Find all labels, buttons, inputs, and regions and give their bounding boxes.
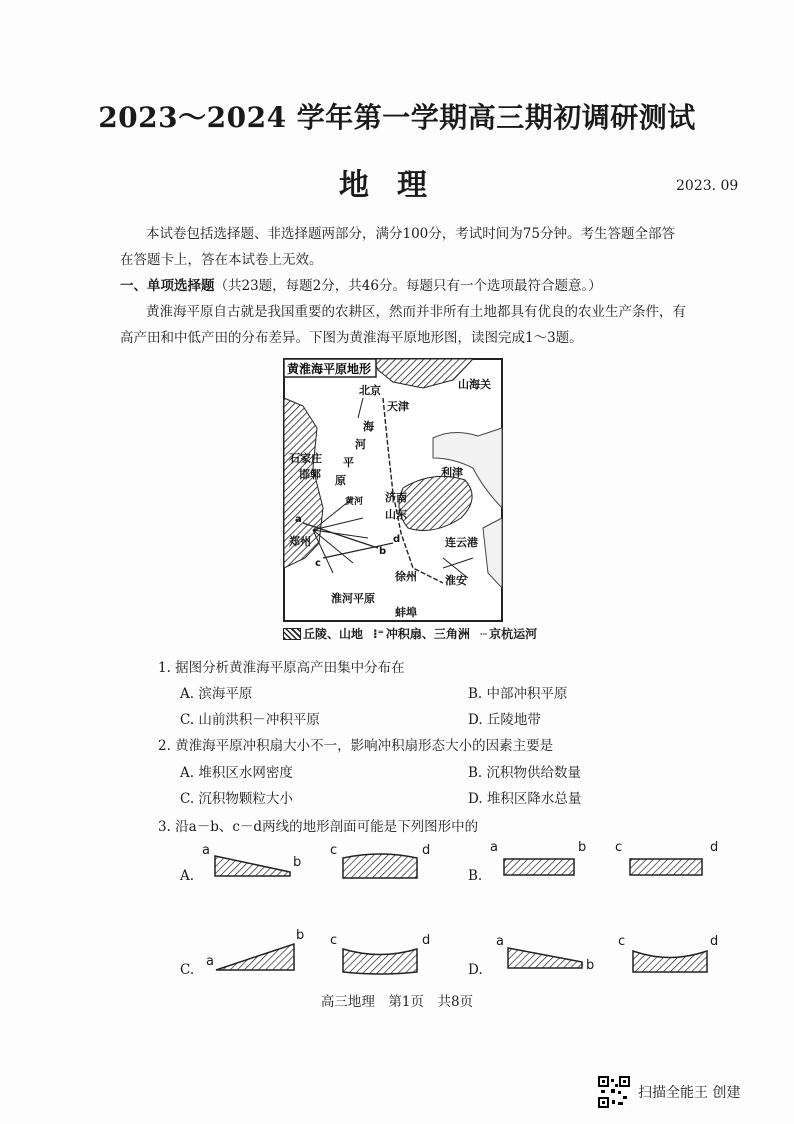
q1-option-d[interactable]: D. 丘陵地带 [468, 712, 541, 728]
fan-swatch-icon: ⁝⁼ [373, 626, 384, 641]
label-lianyungang: 连云港 [445, 536, 478, 549]
q3-d-label-c: c [618, 934, 626, 949]
label-hai: 海 [363, 420, 374, 433]
q3-d-profile-cd [630, 948, 710, 976]
q1-option-c[interactable]: C. 山前洪积－冲积平原 [180, 712, 320, 728]
q3-c-label-a: a [206, 954, 214, 969]
instructions: 本试卷包括选择题、非选择题两部分，满分100分，考试时间为75分钟。考生答题全部答在答题卡上，答在本试卷上无效。 [120, 226, 675, 268]
legend-fan: ⁝⁼ 冲积扇、三角洲 [373, 626, 470, 641]
label-d: d [393, 534, 401, 545]
label-a: a [295, 514, 302, 525]
question-2-stem: 2. 黄淮海平原冲积扇大小不一，影响冲积扇形态大小的因素主要是 [158, 738, 554, 754]
map-legend [283, 625, 537, 642]
label-huanghe: 黄河 [345, 497, 364, 507]
q1-option-b[interactable]: B. 中部冲积平原 [468, 686, 568, 702]
label-xuzhou: 徐州 [395, 570, 417, 583]
qr-code-icon [598, 1076, 630, 1108]
section-heading [120, 274, 602, 294]
passage: 黄淮海平原自古就是我国重要的农耕区，然而并非所有土地都具有优良的农业生产条件，有高产田和中低产田的分布差异。下图为黄淮海平原地形图，读图完成1～3题。 [120, 304, 686, 346]
hatch-swatch-icon [283, 628, 301, 640]
q3-d-label-b: b [586, 958, 595, 973]
label-ping: 平 [343, 456, 354, 469]
q3-c-label-c: c [330, 933, 338, 948]
q3-b-label-a: a [490, 840, 498, 855]
map-title: 黄淮海平原地形 [287, 362, 372, 376]
q3-b-label-d: d [710, 840, 719, 855]
question-1-stem: 1. 据图分析黄淮海平原高产田集中分布在 [158, 660, 405, 676]
label-yuan: 原 [335, 474, 346, 487]
q2-option-c[interactable]: C. 沉积物颗粒大小 [180, 791, 293, 807]
q3-option-d[interactable]: D. [468, 962, 483, 978]
q2-option-b[interactable]: B. 沉积物供给数量 [468, 765, 582, 781]
label-shijiazhuang: 石家庄 [289, 452, 322, 465]
label-beijing: 北京 [359, 384, 381, 397]
q3-b-profile-ab [502, 856, 576, 878]
section-label: 一、单项选择题 [120, 278, 215, 294]
scanner-label: 扫描全能王 创建 [638, 1085, 741, 1101]
page-footer: 高三地理 第1页 共8页 [320, 994, 474, 1010]
label-he: 河 [355, 438, 366, 451]
q3-c-profile-ab [210, 940, 300, 974]
q3-option-a[interactable]: A. [180, 868, 195, 884]
q3-a-profile-ab [200, 846, 300, 878]
label-lijin: 利津 [441, 466, 463, 479]
scanner-watermark [598, 1076, 740, 1108]
subject-title: 地理 [339, 168, 455, 203]
label-bengbu: 蚌埠 [395, 606, 417, 619]
q3-d-profile-ab [502, 944, 586, 972]
question-3-stem: 3. 沿a－b、c－d两线的地形剖面可能是下列图形中的 [158, 819, 479, 835]
q3-d-label-d: d [710, 934, 719, 949]
q2-option-d[interactable]: D. 堆积区降水总量 [468, 791, 582, 807]
q3-c-label-d: d [422, 933, 431, 948]
exam-title: 2023～2024 学年第一学期高三期初调研测试 [98, 101, 696, 134]
exam-date: 2023. 09 [676, 178, 739, 194]
q3-c-profile-cd [340, 946, 420, 976]
q3-b-profile-cd [628, 856, 704, 878]
canal-swatch-icon: ┄ [479, 626, 488, 641]
q3-a-profile-cd [340, 846, 420, 880]
terrain-map [283, 358, 503, 622]
q3-d-label-a: a [496, 934, 504, 949]
q3-a-label-c: c [330, 843, 338, 858]
legend-canal: ┄ 京杭运河 [479, 626, 538, 641]
q1-option-a[interactable]: A. 滨海平原 [180, 686, 253, 702]
q3-c-label-b: b [296, 928, 305, 943]
q2-option-a[interactable]: A. 堆积区水网密度 [180, 765, 293, 781]
label-jinan: 济南 [385, 491, 407, 504]
q3-a-label-a: a [202, 843, 210, 858]
label-b: b [379, 546, 387, 557]
label-shandong: 山东 [385, 508, 407, 521]
label-huaian: 淮安 [445, 574, 467, 587]
q3-b-label-b: b [578, 840, 587, 855]
q3-option-b[interactable]: B. [468, 868, 483, 884]
q3-option-c[interactable]: C. [180, 962, 195, 978]
section-desc: （共23题，每题2分，共46分。每题只有一个选项最符合题意。） [214, 278, 602, 294]
q3-b-label-c: c [615, 840, 623, 855]
q3-a-label-d: d [422, 843, 431, 858]
label-shanhaiguan: 山海关 [458, 378, 491, 391]
q3-a-label-b: b [293, 855, 302, 870]
label-tianjin: 天津 [387, 400, 409, 413]
label-handan: 邯郸 [299, 468, 321, 481]
label-zhengzhou: 郑州 [289, 535, 311, 548]
legend-hills: 丘陵、山地 [283, 625, 363, 642]
label-c: c [315, 558, 321, 569]
label-huaihe-plain: 淮河平原 [331, 592, 375, 605]
